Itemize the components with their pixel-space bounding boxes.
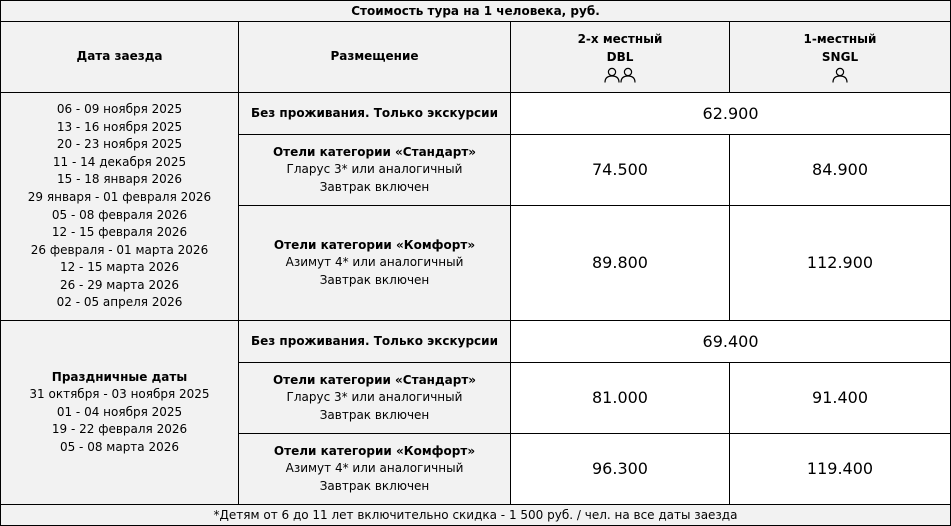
date-item: 26 февраля - 01 марта 2026 [30,242,209,257]
excursions-price: 62.900 [511,93,951,135]
comfort-category-title: Отели категории «Комфорт» [273,443,476,458]
standard-hotel: Гларус 3* или аналогичный [286,390,463,405]
dates-cell-holiday [1,321,239,505]
excursions-label: Без проживания. Только экскурсии [239,321,511,363]
standard-meal: Завтрак включен [319,179,430,194]
date-item: 15 - 18 января 2026 [57,172,182,187]
dbl-header-line2: DBL [606,49,634,64]
sngl-column-header [730,22,951,93]
comfort-category-title: Отели категории «Комфорт» [273,237,476,252]
date-item: 01 - 04 ноября 2025 [56,404,183,419]
holiday-dates-title: Праздничные даты [51,369,188,384]
standard-sngl-price: 84.900 [730,135,951,206]
standard-dbl-price: 74.500 [511,135,730,206]
date-item: 02 - 05 апреля 2026 [56,295,183,310]
date-item: 12 - 15 марта 2026 [59,260,180,275]
standard-category-title: Отели категории «Стандарт» [272,144,477,159]
date-item: 19 - 22 февраля 2026 [51,422,188,437]
two-persons-icon [515,67,725,83]
comfort-sngl-price: 112.900 [730,206,951,321]
footnote: *Детям от 6 до 11 лет включительно скидка - 1 500 руб. / чел. на все даты заезда [1,505,951,526]
standard-placement-cell [239,363,511,434]
comfort-placement-cell [239,206,511,321]
date-item: 05 - 08 марта 2026 [59,439,180,454]
standard-placement-cell [239,135,511,206]
standard-meal: Завтрак включен [319,407,430,422]
standard-hotel: Гларус 3* или аналогичный [286,162,463,177]
excursions-label: Без проживания. Только экскурсии [239,93,511,135]
comfort-dbl-price: 89.800 [511,206,730,321]
standard-dbl-price: 81.000 [511,363,730,434]
date-item: 05 - 08 февраля 2026 [51,207,188,222]
standard-sngl-price: 91.400 [730,363,951,434]
dbl-column-header [511,22,730,93]
comfort-sngl-price: 119.400 [730,434,951,505]
comfort-placement-cell [239,434,511,505]
comfort-hotel: Азимут 4* или аналогичный [285,461,464,476]
comfort-hotel: Азимут 4* или аналогичный [285,255,464,270]
date-item: 31 октября - 03 ноября 2025 [29,387,210,402]
placement-column-header: Размещение [239,22,511,93]
person-icon [734,67,946,83]
date-item: 29 января - 01 февраля 2026 [27,189,212,204]
date-column-header: Дата заезда [1,22,239,93]
date-item: 26 - 29 марта 2026 [59,277,180,292]
table-title: Стоимость тура на 1 человека, руб. [1,1,951,22]
date-item: 06 - 09 ноября 2025 [56,101,183,116]
date-item: 20 - 23 ноября 2025 [56,137,183,152]
excursions-price: 69.400 [511,321,951,363]
standard-category-title: Отели категории «Стандарт» [272,372,477,387]
date-item: 13 - 16 ноября 2025 [56,119,183,134]
dates-cell-regular [1,93,239,321]
comfort-dbl-price: 96.300 [511,434,730,505]
date-item: 11 - 14 декабря 2025 [52,154,187,169]
sngl-header-line2: SNGL [821,49,859,64]
comfort-meal: Завтрак включен [319,272,430,287]
date-item: 12 - 15 февраля 2026 [51,225,188,240]
dbl-header-line1: 2-х местный [577,31,663,46]
comfort-meal: Завтрак включен [319,478,430,493]
sngl-header-line1: 1-местный [803,31,877,46]
